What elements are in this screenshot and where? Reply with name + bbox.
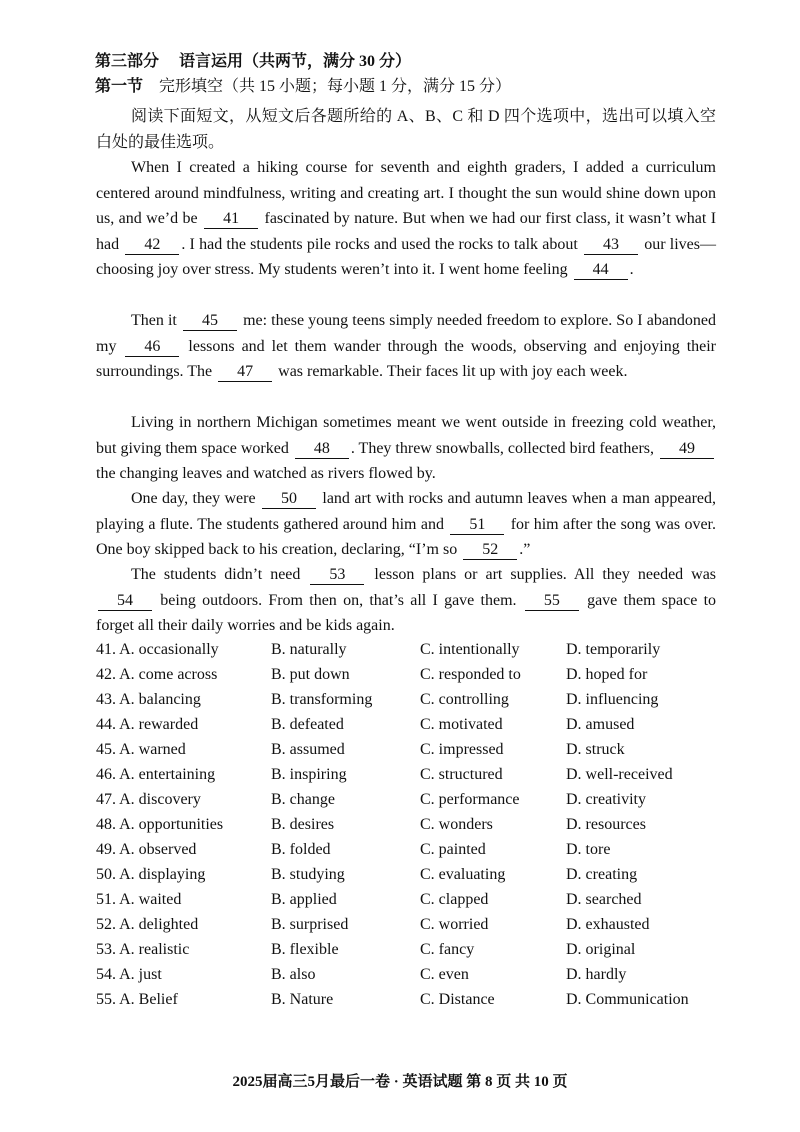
option-b: B. surprised	[271, 916, 349, 933]
option-c: C. Distance	[420, 991, 495, 1008]
option-row-52	[96, 915, 716, 940]
option-d: D. temporarily	[566, 641, 661, 658]
passage-paragraph-3: Living in northern Michigan sometimes meant we went outside in freezing cold weather, but giving them space worked 48 . They threw snowballs, collected bird feathers, 49 the changing leaves and watched as rivers flowed by.	[96, 414, 716, 482]
option-c: C. performance	[420, 791, 520, 808]
option-b: B. flexible	[271, 941, 339, 958]
page-footer: 2025届高三5月最后一卷 · 英语试题 第 8 页 共 10 页	[232, 1074, 568, 1090]
option-row-43	[96, 690, 716, 715]
option-d: D. exhausted	[566, 916, 650, 933]
option-b: B. inspiring	[271, 766, 347, 783]
option-a: 53. A. realistic	[96, 941, 190, 958]
part-heading	[95, 52, 411, 72]
option-c: C. fancy	[420, 941, 475, 958]
option-c: C. structured	[420, 766, 503, 783]
option-b: B. Nature	[271, 991, 334, 1008]
option-d: D. struck	[566, 741, 625, 758]
blank-42: 42	[125, 236, 179, 255]
option-a: 48. A. opportunities	[96, 816, 224, 833]
blank-53: 53	[310, 566, 364, 585]
option-d: D. creativity	[566, 791, 646, 808]
option-b: B. transforming	[271, 691, 373, 708]
option-row-55	[96, 990, 716, 1015]
option-b: B. desires	[271, 816, 335, 833]
option-a: 42. A. come across	[96, 666, 218, 683]
blank-50: 50	[262, 490, 316, 509]
option-d: D. searched	[566, 891, 642, 908]
option-a: 51. A. waited	[96, 891, 182, 908]
option-d: D. well-received	[566, 766, 673, 783]
blank-51: 51	[450, 516, 504, 535]
section-heading	[95, 77, 511, 97]
section-title: 完形填空（共 15 小题；每小题 1 分，满分 15 分）	[159, 78, 512, 95]
option-row-45	[96, 740, 716, 765]
option-c: C. wonders	[420, 816, 493, 833]
option-row-49	[96, 840, 716, 865]
option-d: D. Communication	[566, 991, 689, 1008]
option-c: C. responded to	[420, 666, 521, 683]
option-a: 45. A. warned	[96, 741, 186, 758]
blank-54: 54	[98, 592, 152, 611]
option-d: D. hardly	[566, 966, 627, 983]
option-a: 52. A. delighted	[96, 916, 199, 933]
blank-52: 52	[463, 541, 517, 560]
option-row-42	[96, 665, 716, 690]
option-d: D. tore	[566, 841, 611, 858]
part-label: 第三部分	[95, 53, 160, 70]
option-c: C. controlling	[420, 691, 509, 708]
option-b: B. put down	[271, 666, 350, 683]
option-a: 46. A. entertaining	[96, 766, 216, 783]
blank-43: 43	[584, 236, 638, 255]
passage-paragraph-1: When I created a hiking course for seventh and eighth graders, I added a curriculum centered around mindfulness, writing and creating art. I thought the sun would shine down upon us, and we’d be 41 fascinated by nature. But when we had our first class, it wasn’t what I had 42 . I had the students pile rocks and used the rocks to talk about 43 our lives—choosing joy over stress. My students weren’t into it. I went home feeling 44 .	[96, 159, 717, 278]
passage-paragraph-2: Then it 45 me: these young teens simply needed freedom to explore. So I abandoned my 46 lessons and let them wander through the woods, observing and enjoying their surroundings. The 47 was remarkable. Their faces lit up with joy each week.	[96, 312, 717, 380]
option-c: C. worried	[420, 916, 489, 933]
option-c: C. even	[420, 966, 469, 983]
option-d: D. amused	[566, 716, 635, 733]
option-b: B. assumed	[271, 741, 345, 758]
option-d: D. resources	[566, 816, 646, 833]
option-a: 43. A. balancing	[96, 691, 201, 708]
option-row-53	[96, 940, 716, 965]
blank-48: 48	[295, 440, 349, 459]
blank-44: 44	[574, 261, 628, 280]
passage-paragraph-4: One day, they were 50 land art with rocks and autumn leaves when a man appeared, playing a flute. The students gathered around him and 51 for him after the song was over. One boy skipped back to his creation, declaring, “I’m so 52 .”	[96, 490, 717, 558]
option-row-54	[96, 965, 716, 990]
option-a: 49. A. observed	[96, 841, 197, 858]
option-c: C. motivated	[420, 716, 503, 733]
section-label: 第一节	[95, 78, 144, 95]
option-row-41	[96, 640, 716, 665]
option-a: 41. A. occasionally	[96, 641, 219, 658]
blank-49: 49	[660, 440, 714, 459]
option-b: B. studying	[271, 866, 345, 883]
option-b: B. defeated	[271, 716, 344, 733]
option-a: 54. A. just	[96, 966, 162, 983]
blank-46: 46	[125, 338, 179, 357]
option-b: B. naturally	[271, 641, 347, 658]
option-c: C. evaluating	[420, 866, 506, 883]
instructions: 阅读下面短文，从短文后各题所给的 A、B、C 和 D 四个选项中，选出可以填入空白处的最佳选项。	[96, 108, 716, 151]
passage-paragraph-5: The students didn’t need 53 lesson plans or art supplies. All they needed was 54 being outdoors. From then on, that’s all I gave them. 55 gave them space to forget all their daily worries and be kids again.	[96, 566, 717, 634]
blank-55: 55	[525, 592, 579, 611]
option-a: 44. A. rewarded	[96, 716, 199, 733]
option-a: 55. A. Belief	[96, 991, 178, 1008]
option-row-50	[96, 865, 716, 890]
option-row-48	[96, 815, 716, 840]
option-b: B. also	[271, 966, 316, 983]
option-row-51	[96, 890, 716, 915]
option-row-46	[96, 765, 716, 790]
option-row-44	[96, 715, 716, 740]
option-c: C. painted	[420, 841, 486, 858]
option-b: B. change	[271, 791, 335, 808]
option-d: D. influencing	[566, 691, 659, 708]
option-d: D. creating	[566, 866, 638, 883]
option-row-47	[96, 790, 716, 815]
option-c: C. intentionally	[420, 641, 520, 658]
blank-45: 45	[183, 312, 237, 331]
option-d: D. original	[566, 941, 636, 958]
option-b: B. folded	[271, 841, 331, 858]
option-c: C. clapped	[420, 891, 489, 908]
option-c: C. impressed	[420, 741, 504, 758]
option-a: 50. A. displaying	[96, 866, 206, 883]
option-a: 47. A. discovery	[96, 791, 201, 808]
blank-47: 47	[218, 363, 272, 382]
part-title: 语言运用（共两节，满分 30 分）	[179, 53, 412, 70]
blank-41: 41	[204, 210, 258, 229]
option-d: D. hoped for	[566, 666, 648, 683]
option-b: B. applied	[271, 891, 337, 908]
